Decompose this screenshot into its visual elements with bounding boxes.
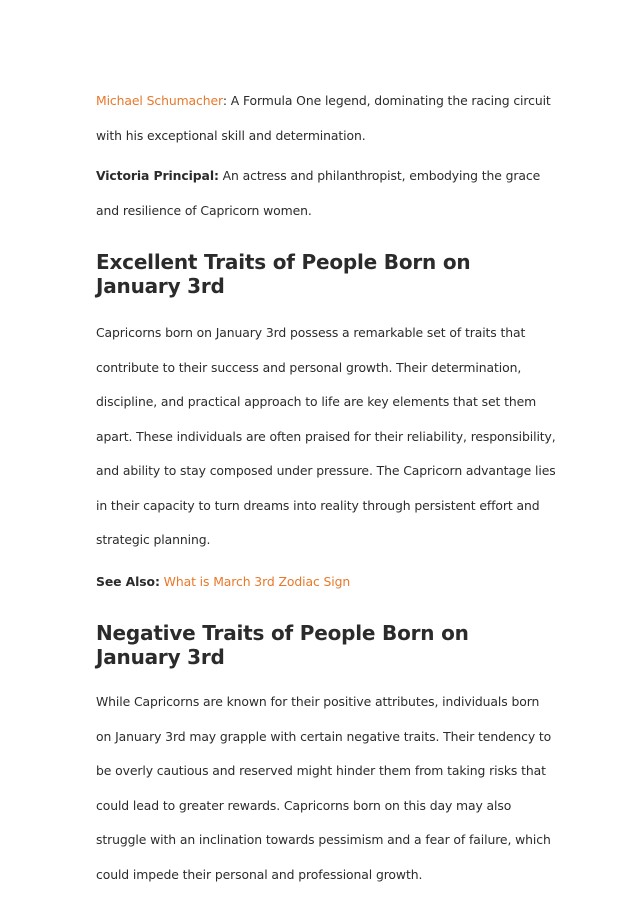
notable-person-link[interactable]: Michael Schumacher (96, 93, 223, 108)
see-also-link[interactable]: What is March 3rd Zodiac Sign (163, 573, 351, 589)
notable-person-name: Victoria Principal: (96, 168, 219, 183)
notable-person-description: An actress and philanthropist, embodying the grace and resilience of Capricorn women. (96, 168, 541, 218)
notable-person-description: A Formula One legend, dominating the racing circuit with his exceptional skill and determination. (96, 93, 551, 143)
notable-separator: : (222, 93, 227, 108)
article-content (96, 84, 558, 892)
excellent-traits-body: Capricorns born on January 3rd possess a remarkable set of traits that contribute to their success and personal growth. Their determination, discipline, and practical approach to life are key elements that set them apart. These individuals are often praised for their reliability, responsibility, and ability to stay composed under pressure. The Capricorn advantage lies in their capacity to turn dreams into reality through persistent effort and strategic planning. (96, 325, 556, 547)
section-heading-excellent-traits: Excellent Traits of People Born on January 3rd (96, 250, 471, 298)
negative-traits-body: While Capricorns are known for their positive attributes, individuals born on January 3rd may grapple with certain negative traits. Their tendency to be overly cautious and reserved might hinder them from taking risks that could lead to greater rewards. Capricorns born on this day may also struggle with an inclination towards pessimism and a fear of failure, which could impede their personal and professional growth. (96, 694, 552, 882)
section-heading-negative-traits: Negative Traits of People Born on January 3rd (96, 621, 469, 669)
see-also-label: See Also: (96, 573, 160, 589)
see-also-line (96, 565, 558, 600)
notable-person-paragraph (96, 159, 558, 228)
notable-person-paragraph (96, 84, 558, 153)
